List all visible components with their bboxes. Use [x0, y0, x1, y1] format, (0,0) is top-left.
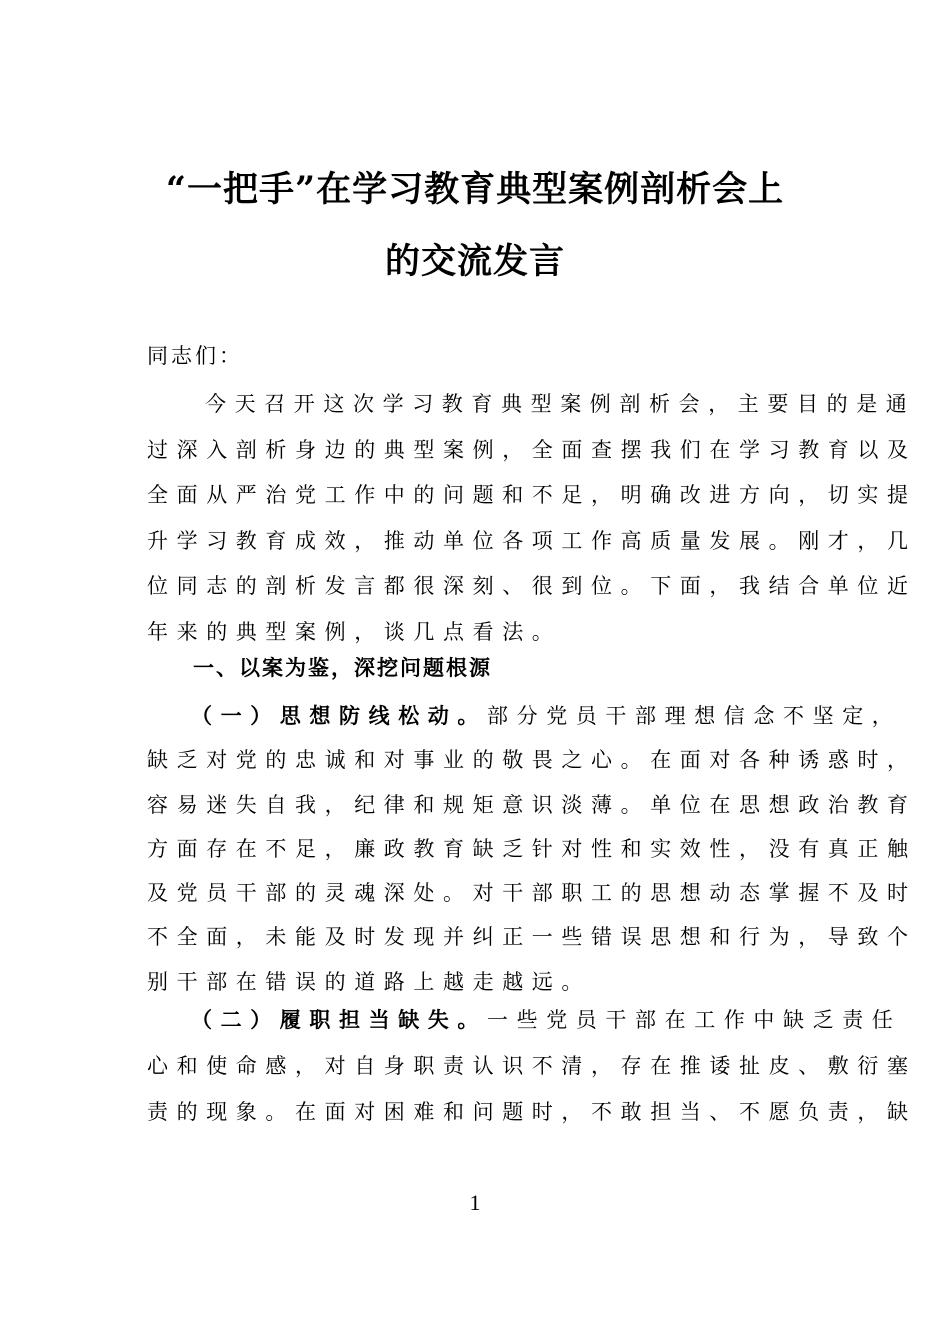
section-heading: 一、以案为鉴，深挖问题根源: [193, 656, 492, 680]
paragraph-line: 位同志的剖析发言都很深刻、很到位。下面，我结合单位近: [147, 574, 917, 599]
subsection-text: 一些党员干部在工作中缺乏责任: [487, 1008, 902, 1032]
paragraph-line: 责的现象。在面对困难和问题时，不敢担当、不愿负责，缺: [147, 1100, 917, 1124]
subsection-lead: （一）思想防线松动。: [191, 704, 487, 728]
paragraph-line: [147, 701, 902, 731]
paragraph-line: 全面从严治党工作中的问题和不足，明确改进方向，切实提: [147, 483, 917, 508]
paragraph-line: 及党员干部的灵魂深处。对干部职工的思想动态掌握不及时: [147, 881, 917, 906]
paragraph-line: [147, 1005, 902, 1035]
intro-paragraph: [147, 389, 917, 663]
paragraph-line: 容易迷失自我，纪律和规矩意识淡薄。单位在思想政治教育: [147, 792, 917, 817]
paragraph-line: 今天召开这次学习教育典型案例剖析会，主要目的是通: [205, 392, 916, 416]
section-heading-block: [147, 653, 805, 683]
greeting: [147, 341, 805, 371]
paragraph-line: 升学习教育成效，推动单位各项工作高质量发展。刚才，几: [147, 528, 917, 553]
paragraph-line: 方面存在不足，廉政教育缺乏针对性和实效性，没有真正触: [147, 836, 917, 861]
greeting-text: 同志们：: [147, 344, 243, 368]
paragraph-line: 年来的典型案例，谈几点看法。: [147, 619, 562, 644]
paragraph-line: 缺乏对党的忠诚和对事业的敬畏之心。在面对各种诱惑时，: [147, 748, 917, 773]
paragraph-line: 过深入剖析身边的典型案例，全面查摆我们在学习教育以及: [147, 437, 917, 462]
document-title-line-1: “一把手”在学习教育典型案例剖析会上: [165, 169, 785, 210]
subsection-text: 部分党员干部理想信念不坚定，: [487, 704, 902, 728]
paragraph-line: 心和使命感，对自身职责认识不清，存在推诿扯皮、敷衍塞: [147, 1054, 917, 1078]
subsection-2: [147, 1005, 917, 1143]
page-number: 1: [469, 1190, 481, 1215]
paragraph-line: 不全面，未能及时发现并纠正一些错误思想和行为，导致个: [147, 925, 917, 950]
document-title-line-2: 的交流发言: [384, 241, 565, 282]
subsection-1: [147, 701, 917, 1011]
paragraph-line: 别干部在错误的道路上越走越远。: [147, 969, 591, 994]
subsection-lead: （二）履职担当缺失。: [191, 1008, 487, 1032]
